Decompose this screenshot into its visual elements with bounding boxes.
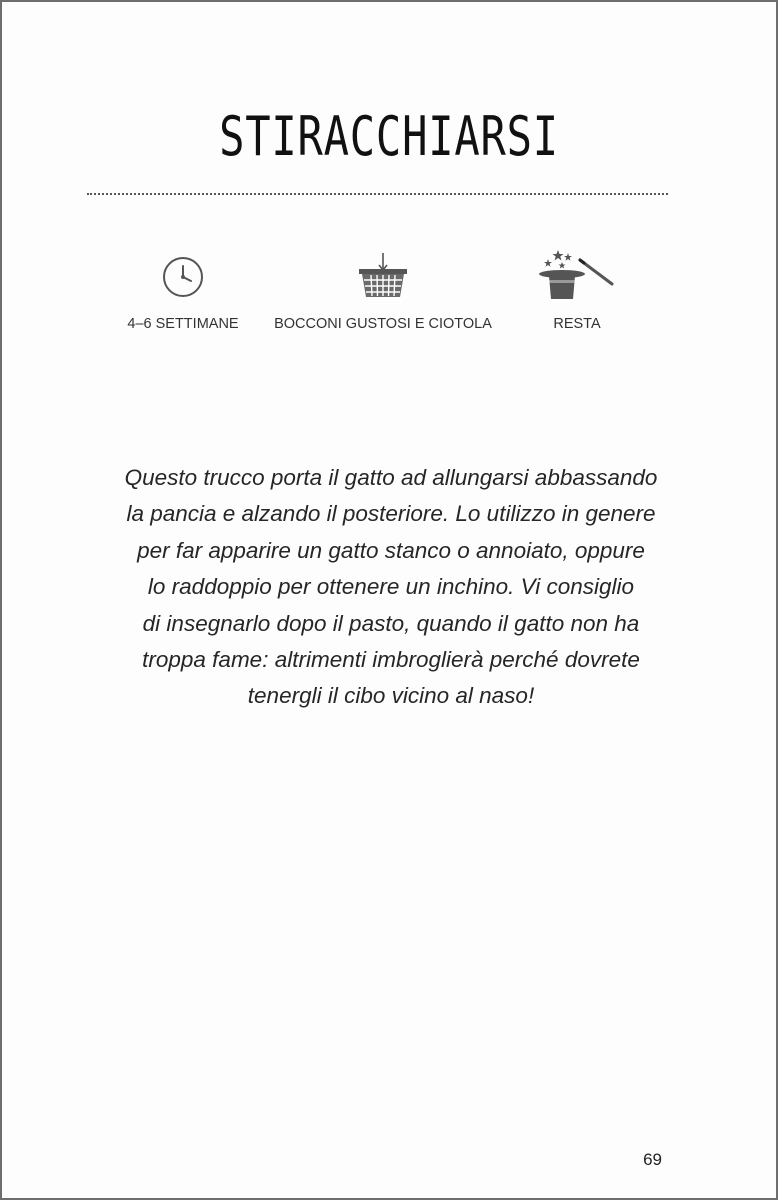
description-line: tenergli il cibo vicino al naso!: [247, 683, 535, 709]
trick-type-label: RESTA: [553, 316, 601, 332]
description-line: Questo trucco porta il gatto ad allungarsi abbassando: [124, 465, 658, 490]
trick-description: [72, 460, 710, 715]
info-trick-type: [452, 247, 702, 332]
materials-label: BOCCONI GUSTOSI E CIOTOLA: [274, 316, 492, 332]
duration-label: 4–6 SETTIMANE: [127, 316, 239, 332]
description-line: troppa fame: altrimenti imbroglierà perché dovrete: [142, 647, 640, 673]
description-line: per far apparire un gatto stanco o annoiato, oppure: [137, 537, 645, 563]
page-title: STIRACCHIARSI: [219, 105, 559, 168]
page-number: 69: [643, 1150, 662, 1169]
description-line: di insegnarlo dopo il pasto, quando il gatto non ha: [142, 610, 640, 636]
description-line: lo raddoppio per ottenere un inchino. Vi consiglio: [147, 574, 635, 600]
magic-hat-icon: [452, 247, 702, 307]
description-line: la pancia e alzando il posteriore. Lo utilizzo in genere: [126, 501, 656, 527]
dotted-divider: [87, 193, 668, 195]
